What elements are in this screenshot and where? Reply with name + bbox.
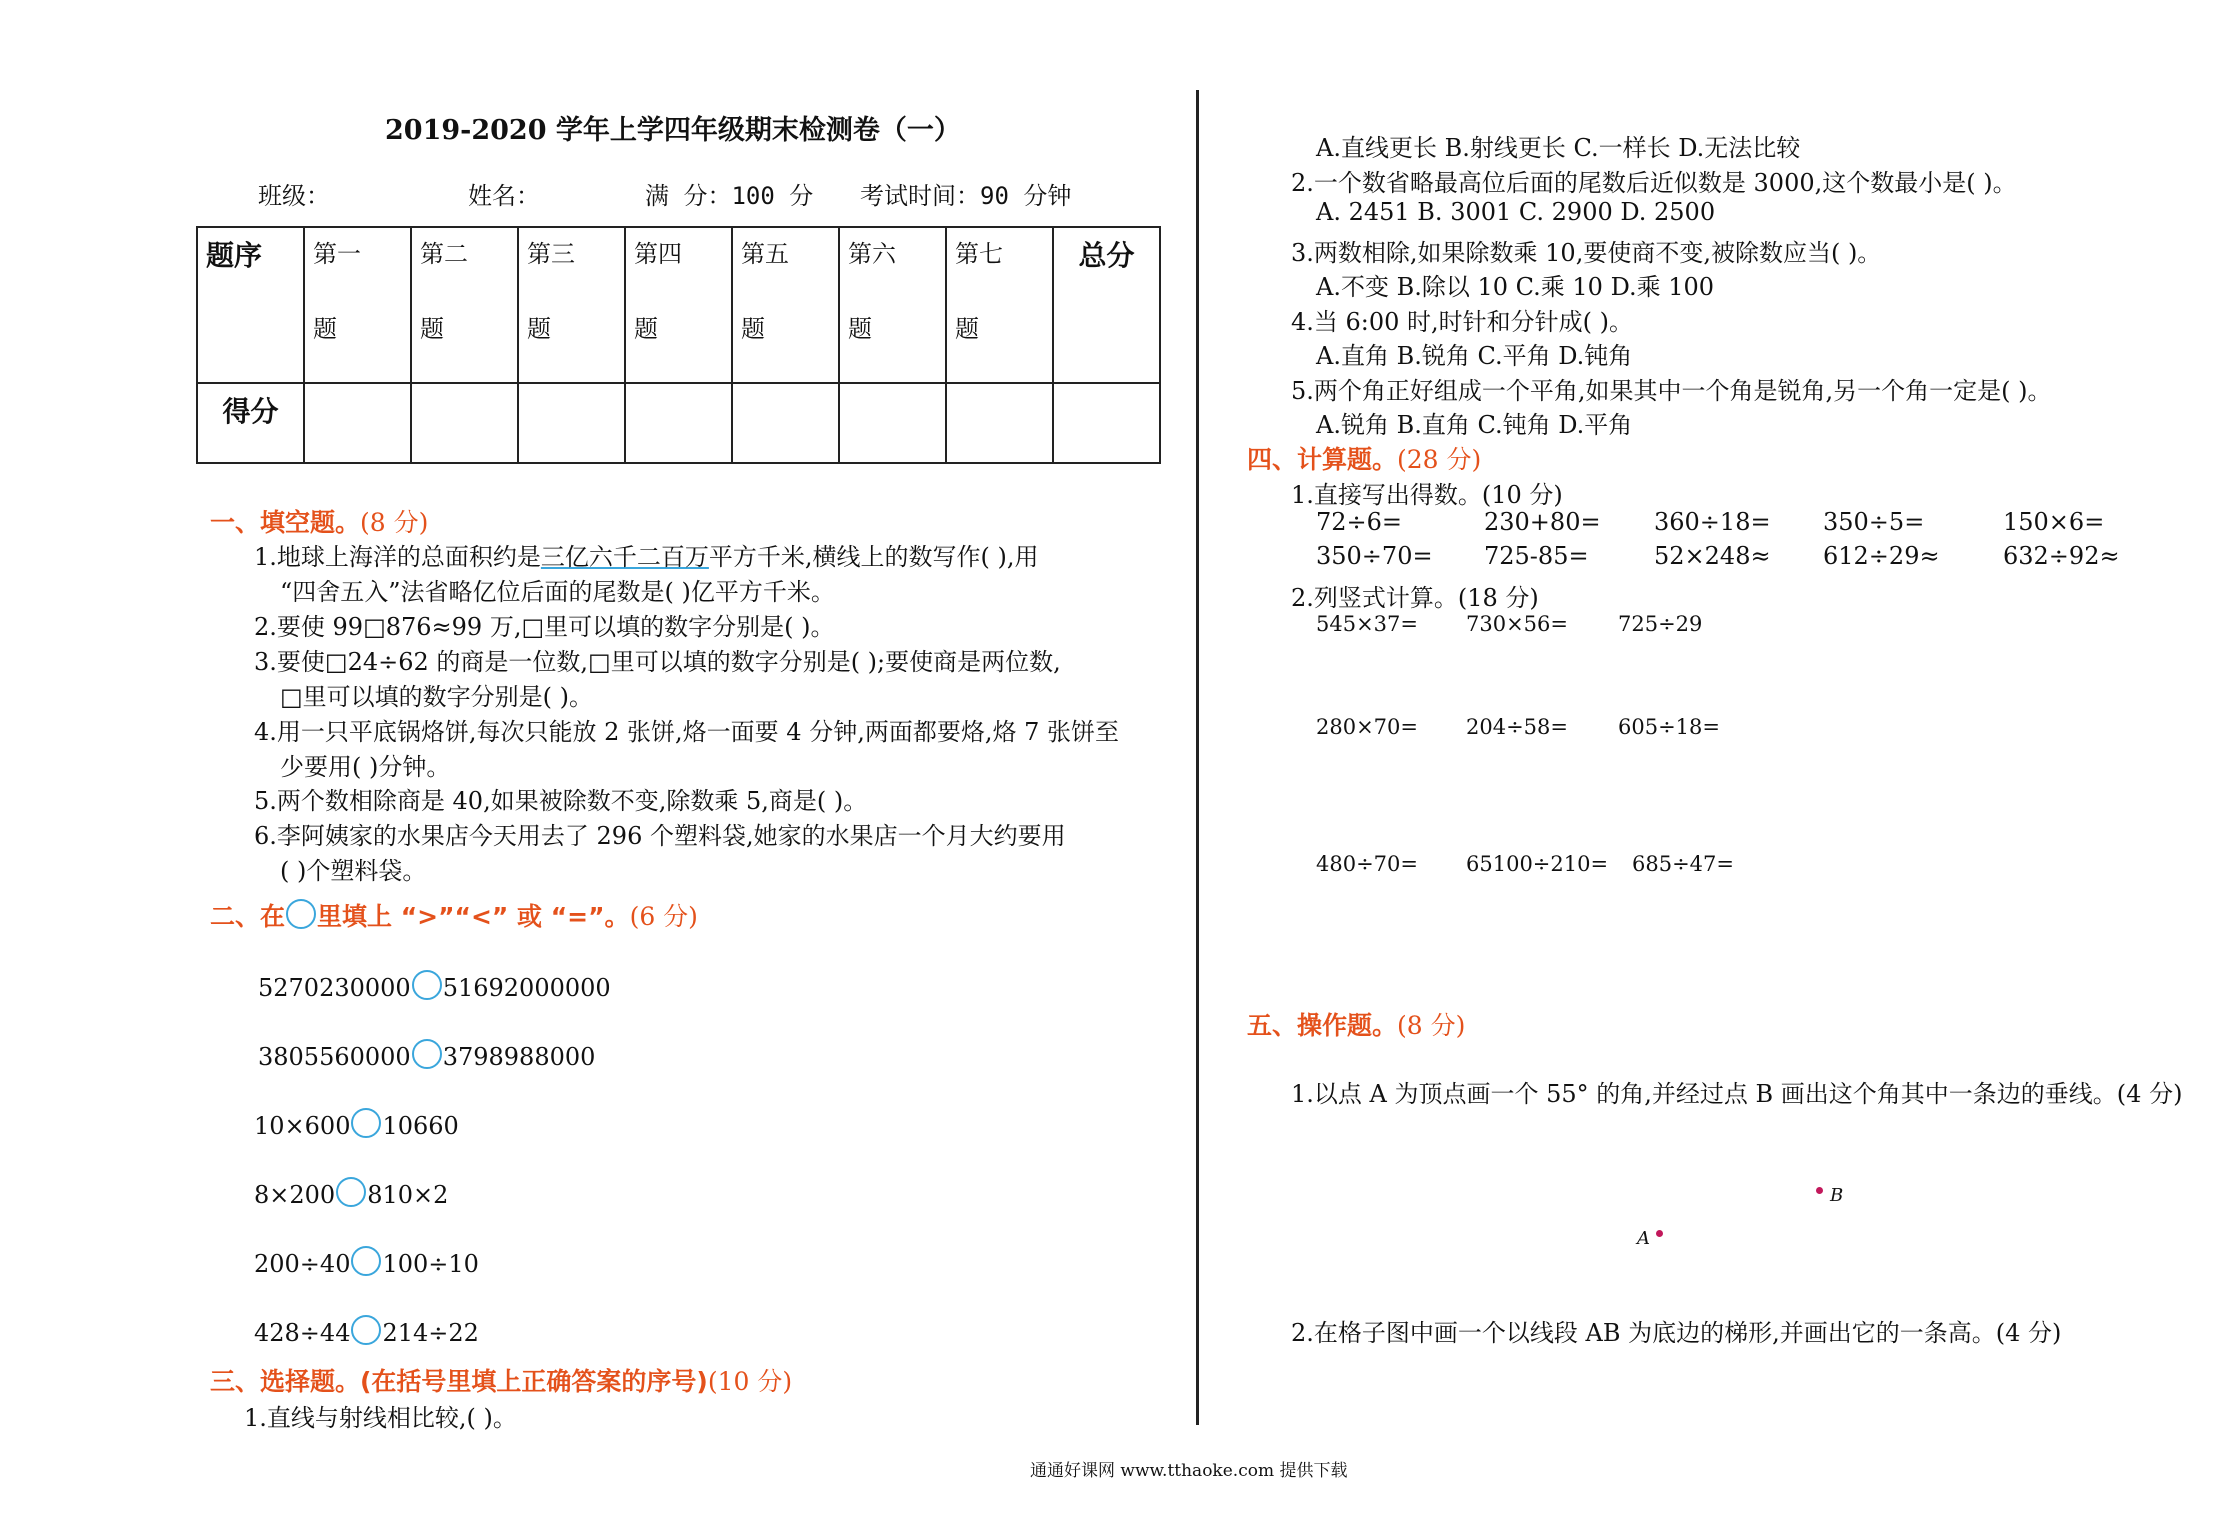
total-label: 总分 [1078,239,1135,272]
score-input-cell[interactable] [732,383,839,463]
s3-q5-options: A.锐角 B.直角 C.钝角 D.平角 [1316,411,1633,439]
s1-q6-line2: ( )个塑料袋。 [280,857,427,885]
col-label: 题 [634,315,658,343]
score-table-col [518,227,625,383]
compare-item [254,1108,459,1140]
vertical-calc: 65100÷210= [1466,852,1609,876]
footer-credit: 通通好课网 www.tthaoke.com 提供下载 [1030,1461,1348,1481]
score-input-cell[interactable] [518,383,625,463]
mental-calc: 612÷29≈ [1823,542,1940,570]
score-label: 得分 [222,395,279,428]
compare-left: 8×200 [254,1181,336,1209]
col-label: 题 [313,315,337,343]
s1-q6: 6.李阿姨家的水果店今天用去了 296 个塑料袋,她家的水果店一个月大约要用 [254,822,1066,850]
score-table-col [625,227,732,383]
s4-sub1: 1.直接写出得数。(10 分) [1291,481,1563,509]
section1-points: (8 分) [360,508,429,537]
s1-q1-line2: “四舍五入”法省略亿位后面的尾数是( )亿平方千米。 [280,578,835,606]
s5-q2: 2.在格子图中画一个以线段 AB 为底边的梯形,并画出它的一条高。(4 分) [1291,1319,2062,1347]
compare-left: 200÷40 [254,1250,351,1278]
score-table-col [732,227,839,383]
full-score: 满 分：100 分 [645,182,814,210]
score-table-col [411,227,518,383]
question-no-label: 题序 [206,239,263,272]
col-label: 第五 [741,240,789,268]
mental-calc: 360÷18= [1654,508,1771,536]
blank-circle-icon [286,899,316,929]
point-b-label: B [1830,1185,1844,1206]
section2-title-post: 里填上 “>”“<” 或 “=”。 [317,902,630,931]
compare-left: 5270230000 [258,974,411,1002]
compare-item [254,1177,448,1209]
compare-right: 214÷22 [382,1319,479,1347]
vertical-calc: 725÷29 [1618,612,1703,636]
name-label: 姓名： [468,182,540,210]
col-label: 题 [848,315,872,343]
score-table-col [304,227,411,383]
score-table-header-row [197,227,1160,383]
answer-circle[interactable] [412,970,442,1000]
vertical-calc: 730×56= [1466,612,1568,636]
col-label: 题 [955,315,979,343]
s1-q3-line2: □里可以填的数字分别是( )。 [280,683,594,711]
col-label: 题 [420,315,444,343]
section1-title-text: 一、填空题。 [210,508,361,537]
vertical-calc: 480÷70= [1316,852,1418,876]
s1-q4-line2: 少要用( )分钟。 [280,753,451,781]
compare-left: 3805560000 [258,1043,411,1071]
point-a-dot [1656,1230,1663,1237]
s3-q3: 3.两数相除,如果除数乘 10,要使商不变,被除数应当( )。 [1291,239,1882,267]
s5-q1: 1.以点 A 为顶点画一个 55° 的角,并经过点 B 画出这个角其中一条边的垂线。(4 分) [1291,1080,2183,1108]
exam-title: 2019-2020 学年上学四年级期末检测卷（一） [385,115,961,146]
col-label: 第一 [313,240,361,268]
point-b-dot [1816,1187,1823,1194]
col-label: 第六 [848,240,896,268]
compare-right: 10660 [382,1112,459,1140]
section3-points: (10 分) [707,1367,793,1396]
col-label: 题 [741,315,765,343]
answer-circle[interactable] [412,1039,442,1069]
s1-q4: 4.用一只平底锅烙饼,每次只能放 2 张饼,烙一面要 4 分钟,两面都要烙,烙 7 张饼至 [254,718,1119,746]
exam-time: 考试时间：90 分钟 [860,182,1072,210]
s1-q1-pre: 1.地球上海洋的总面积约是 [254,543,541,571]
col-label: 第四 [634,240,682,268]
section5-title-text: 五、操作题。 [1247,1011,1398,1040]
score-input-cell[interactable] [304,383,411,463]
section2-points: (6 分) [629,902,698,931]
compare-item [254,1315,479,1347]
compare-item [258,970,611,1002]
s3-q1: 1.直线与射线相比较,( )。 [244,1404,517,1432]
score-table-col [946,227,1053,383]
col-label: 题 [527,315,551,343]
mental-calc: 350÷70= [1316,542,1433,570]
score-table-total [1053,227,1160,383]
s3-q2: 2.一个数省略最高位后面的尾数后近似数是 3000,这个数最小是( )。 [1291,169,2017,197]
s1-q1 [254,537,1039,572]
section4-title [1247,440,1481,476]
compare-left: 428÷44 [254,1319,351,1347]
s4-sub2: 2.列竖式计算。(18 分) [1291,584,1539,612]
vertical-calc: 605÷18= [1618,715,1720,739]
mental-calc: 150×6= [2003,508,2105,536]
mental-calc: 72÷6= [1316,508,1403,536]
section3-title-text: 三、选择题。(在括号里填上正确答案的序号) [210,1367,708,1396]
vertical-calc: 685÷47= [1632,852,1734,876]
compare-left: 10×600 [254,1112,351,1140]
score-input-cell[interactable] [411,383,518,463]
vertical-calc: 545×37= [1316,612,1418,636]
section4-points: (28 分) [1397,445,1482,474]
score-table-header-cell [197,227,304,383]
s3-q1-options: A.直线更长 B.射线更长 C.一样长 D.无法比较 [1316,134,1801,162]
compare-right: 51692000000 [442,974,611,1002]
column-divider [1196,90,1199,1425]
s3-q5: 5.两个角正好组成一个平角,如果其中一个角是锐角,另一个角一定是( )。 [1291,377,2052,405]
section4-title-text: 四、计算题。 [1247,445,1398,474]
answer-circle[interactable] [351,1315,381,1345]
s3-q4: 4.当 6:00 时,时针和分针成( )。 [1291,308,1634,336]
vertical-calc: 280×70= [1316,715,1418,739]
score-table-score-row [197,383,1160,463]
mental-calc: 632÷92≈ [2003,542,2120,570]
class-label: 班级： [258,182,330,210]
mental-calc: 350÷5= [1823,508,1925,536]
s3-q2-options: A. 2451 B. 3001 C. 2900 D. 2500 [1316,198,1716,226]
s1-q1-post: 平方千米,横线上的数写作( ),用 [708,543,1039,571]
mental-calc: 725-85= [1484,542,1589,570]
compare-item [254,1246,479,1278]
compare-item [258,1039,595,1071]
section1-title [210,503,428,539]
s1-q1-underlined: 三亿六千二百万 [540,543,709,571]
score-input-cell[interactable] [1053,383,1160,463]
score-table-col [839,227,946,383]
score-input-cell[interactable] [625,383,732,463]
s1-q3: 3.要使□24÷62 的商是一位数,□里可以填的数字分别是( );要使商是两位数, [254,648,1061,676]
section2-title-pre: 二、在 [210,902,286,931]
s1-q5: 5.两个数相除商是 40,如果被除数不变,除数乘 5,商是( )。 [254,787,868,815]
col-label: 第二 [420,240,468,268]
point-a-label: A [1637,1228,1650,1249]
answer-circle[interactable] [351,1246,381,1276]
score-row-label-cell [197,383,304,463]
col-label: 第七 [955,240,1003,268]
vertical-calc: 204÷58= [1466,715,1568,739]
s3-q3-options: A.不变 B.除以 10 C.乘 10 D.乘 100 [1316,273,1715,301]
score-table [196,226,1161,464]
section3-title [210,1362,792,1398]
mental-calc: 230+80= [1484,508,1601,536]
compare-right: 3798988000 [442,1043,596,1071]
s3-q4-options: A.直角 B.锐角 C.平角 D.钝角 [1316,342,1633,370]
section5-points: (8 分) [1397,1011,1466,1040]
answer-circle[interactable] [351,1108,381,1138]
compare-right: 100÷10 [382,1250,479,1278]
section5-title [1247,1006,1465,1042]
answer-circle[interactable] [336,1177,366,1207]
s1-q2: 2.要使 99□876≈99 万,□里可以填的数字分别是( )。 [254,613,835,641]
compare-right: 810×2 [367,1181,449,1209]
col-label: 第三 [527,240,575,268]
score-input-cell[interactable] [946,383,1053,463]
score-input-cell[interactable] [839,383,946,463]
mental-calc: 52×248≈ [1654,542,1771,570]
section2-title [210,897,698,933]
